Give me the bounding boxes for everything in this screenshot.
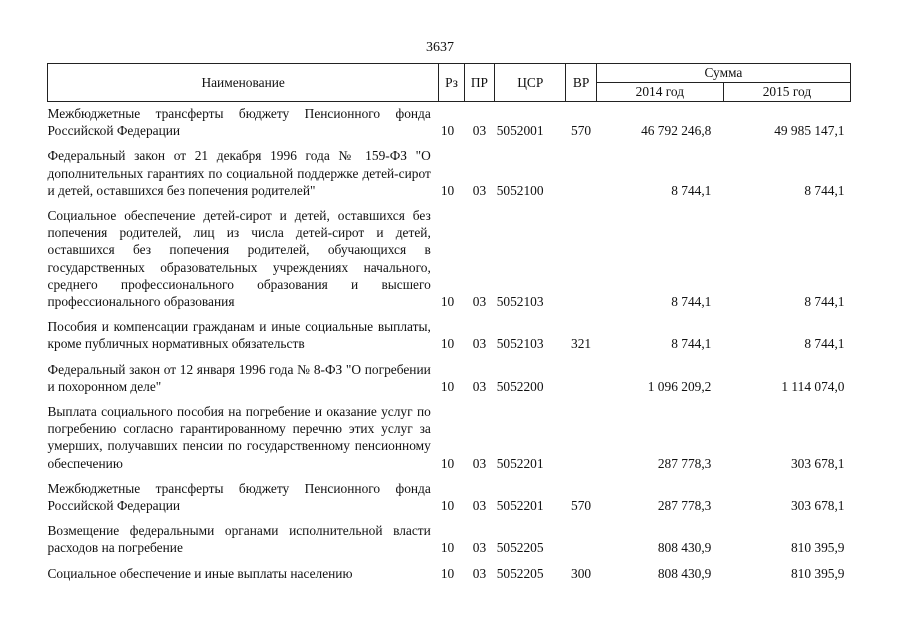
row-sum-2014: 808 430,9 — [657, 540, 712, 556]
row-vr — [566, 395, 596, 472]
table-header — [48, 64, 851, 102]
header-vr: ВР — [566, 64, 596, 102]
row-sum-2014: 1 096 209,2 — [647, 378, 712, 394]
row-csr: 5052205 — [496, 540, 544, 556]
row-sum-2015: 8 744,1 — [804, 182, 845, 198]
row-rz: 10 — [440, 294, 455, 310]
row-csr: 5052201 — [496, 498, 544, 514]
table-row — [48, 472, 851, 514]
row-sum-2015: 1 114 074,0 — [781, 378, 845, 394]
row-rz: 10 — [440, 540, 455, 556]
row-sum-2015: 303 678,1 — [790, 498, 845, 514]
row-sum-2015: 8 744,1 — [804, 336, 845, 352]
row-csr: 5052205 — [496, 565, 544, 581]
table-row — [48, 557, 851, 582]
row-sum-2015: 810 395,9 — [790, 565, 845, 581]
row-sum-2014: 287 778,3 — [657, 498, 712, 514]
row-name: Межбюджетные трансферты бюджету Пенсионного фонда Российской Федерации — [47, 480, 431, 514]
row-sum-2014: 8 744,1 — [671, 294, 712, 310]
row-pr: 03 — [472, 123, 487, 139]
row-sum-2015: 303 678,1 — [790, 455, 845, 471]
row-rz: 10 — [440, 378, 455, 394]
row-vr — [566, 353, 596, 395]
table-row — [48, 310, 851, 352]
row-rz: 10 — [440, 498, 455, 514]
row-rz: 10 — [440, 565, 455, 581]
row-rz: 10 — [440, 455, 455, 471]
row-vr — [566, 514, 596, 556]
header-name: Наименование — [48, 64, 439, 102]
row-sum-2014: 8 744,1 — [671, 182, 712, 198]
table-row — [48, 353, 851, 395]
row-sum-2014: 287 778,3 — [657, 455, 712, 471]
table-row — [48, 102, 851, 140]
header-rz: Рз — [439, 64, 464, 102]
table-row — [48, 395, 851, 472]
table-row — [48, 139, 851, 199]
row-csr: 5052100 — [496, 182, 544, 198]
table-body — [48, 102, 851, 582]
row-sum-2014: 8 744,1 — [671, 336, 712, 352]
row-rz: 10 — [440, 123, 455, 139]
row-rz: 10 — [440, 182, 455, 198]
page-number: 3637 — [426, 40, 454, 55]
table-row — [48, 514, 851, 556]
row-sum-2015: 49 985 147,1 — [774, 123, 845, 139]
row-name: Социальное обеспечение и иные выплаты населению — [47, 565, 353, 581]
row-sum-2015: 810 395,9 — [790, 540, 845, 556]
row-vr: 570 — [571, 123, 592, 139]
row-pr: 03 — [472, 540, 487, 556]
row-vr: 321 — [571, 336, 592, 352]
row-pr: 03 — [472, 336, 487, 352]
row-name: Возмещение федеральными органами исполнительной власти расходов на погребение — [47, 523, 431, 556]
row-sum-2014: 46 792 246,8 — [641, 123, 712, 139]
row-pr: 03 — [472, 294, 487, 310]
row-csr: 5052200 — [496, 378, 544, 394]
header-year-2014: 2014 год — [596, 83, 723, 102]
header-year-2015: 2015 год — [723, 83, 850, 102]
row-csr: 5052201 — [496, 455, 544, 471]
row-name: Федеральный закон от 21 декабря 1996 года № 159-ФЗ "О дополнительных гарантиях по социальной поддержке детей-сирот и детей, оставшихся без попечения родителей" — [47, 148, 431, 198]
row-vr: 570 — [571, 498, 592, 514]
row-pr: 03 — [472, 378, 487, 394]
row-csr: 5052001 — [496, 123, 544, 139]
row-rz: 10 — [440, 336, 455, 352]
row-vr: 300 — [571, 565, 592, 581]
row-sum-2014: 808 430,9 — [657, 565, 712, 581]
row-name: Пособия и компенсации гражданам и иные социальные выплаты, кроме публичных нормативных обязательств — [47, 319, 431, 352]
row-name: Социальное обеспечение детей-сирот и детей, оставшихся без попечения родителей, лиц из числа детей-сирот и детей, оставшихся без попечения родителей, обучающихся в государственных образовательных учреждениях начального, среднего профессионального образования и высшего профессионального образования — [47, 208, 431, 310]
row-name: Выплата социального пособия на погребение и оказание услуг по погребению согласно гарантированному перечню этих услуг за умерших, получавших пенсии по государственному пенсионному обеспечению — [47, 404, 431, 471]
header-pr: ПР — [464, 64, 494, 102]
table-row — [48, 199, 851, 310]
row-name: Межбюджетные трансферты бюджету Пенсионного фонда Российской Федерации — [47, 106, 431, 139]
row-pr: 03 — [472, 565, 487, 581]
row-vr — [566, 199, 596, 310]
header-csr: ЦСР — [495, 64, 566, 102]
row-vr — [566, 139, 596, 199]
row-csr: 5052103 — [496, 294, 544, 310]
budget-table — [47, 63, 851, 582]
row-pr: 03 — [472, 455, 487, 471]
row-csr: 5052103 — [496, 336, 544, 352]
row-name: Федеральный закон от 12 января 1996 года № 8-ФЗ "О погребении и похоронном деле" — [47, 361, 431, 394]
row-sum-2015: 8 744,1 — [804, 294, 845, 310]
header-sum: Сумма — [596, 64, 850, 83]
row-pr: 03 — [472, 182, 487, 198]
row-pr: 03 — [472, 498, 487, 514]
